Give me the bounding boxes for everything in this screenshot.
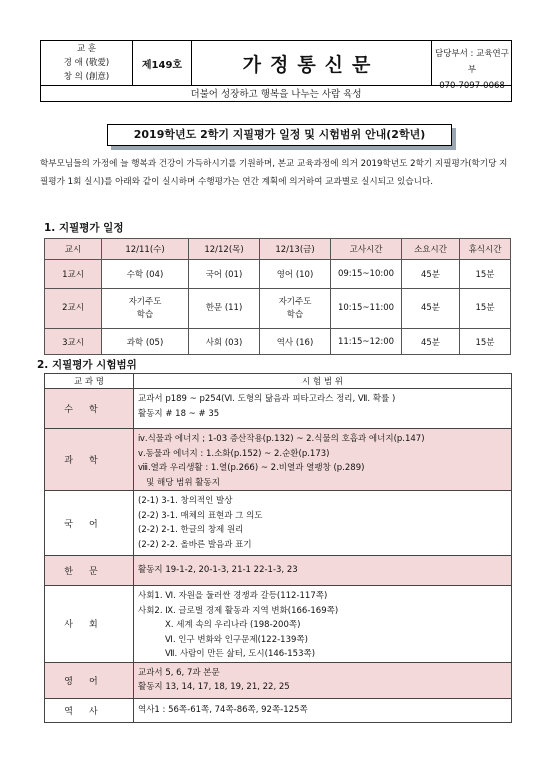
table-cell: 09:15~10:00 (331, 260, 402, 289)
table-cell: 자기주도 학습 (260, 289, 331, 329)
table-cell: 역사 (16) (260, 329, 331, 355)
range-line: 교과서 p189 ~ p254(Ⅵ. 도형의 닮음과 피타고라스 정리, Ⅶ. 확률 ) (138, 394, 396, 404)
table-row (45, 586, 512, 663)
subject-cell: 사회 (45, 586, 134, 663)
header-cell: 교 과 명 (45, 374, 134, 389)
range-cell (134, 698, 512, 722)
table-cell: 자기주도 학습 (102, 289, 189, 329)
school-motto (41, 41, 133, 85)
exam-range-table (44, 373, 512, 723)
exam-schedule-table (44, 238, 511, 355)
range-cell (134, 491, 512, 556)
notice-banner: 2019학년도 2학기 지필평가 일정 및 시험범위 안내(2학년) (107, 124, 452, 146)
subject-cell: 과학 (45, 429, 134, 491)
table-cell: 15분 (460, 289, 511, 329)
header-cell: 12/13(금) (260, 239, 331, 260)
table-cell: 45분 (402, 289, 460, 329)
table-cell: 수학 (04) (102, 260, 189, 289)
header-cell: 12/12(목) (189, 239, 260, 260)
header-cell: 고사시간 (331, 239, 402, 260)
subject-cell: 국어 (45, 491, 134, 556)
range-line: 사회2. Ⅸ. 글로벌 경제 활동과 지역 변화(166-169쪽) (138, 605, 339, 616)
table-row (45, 491, 512, 556)
period-cell: 2교시 (45, 289, 102, 329)
table-row (45, 289, 511, 329)
header-cell: 휴식시간 (460, 239, 511, 260)
period-cell: 3교시 (45, 329, 102, 355)
motto-line: 경 애 (敬愛) (63, 58, 110, 68)
intro-paragraph: 학부모님들의 가정에 늘 행복과 건강이 가득하시기를 기원하며, 본교 교육과정에 의거 2019학년도 2학기 지필평가(학기당 지필평가 1회 실시)를 아래와 같이 실시하며 수행평가는 연간 계획에 의거하여 교과별로 실시되고 있습니다. (40, 159, 508, 187)
department: 담당부서 : 교육연구부 (435, 49, 509, 75)
table-cell: 10:15~11:00 (331, 289, 402, 329)
subject-cell: 영어 (45, 662, 134, 698)
table-cell: 국어 (01) (189, 260, 260, 289)
range-cell (134, 586, 512, 663)
range-line: (2-2) 2-1. 한글의 창제 원리 (138, 525, 244, 535)
range-line: 활동지 # 18 ~ # 35 (138, 408, 220, 419)
table-row (45, 662, 512, 698)
range-cell (134, 662, 512, 698)
section-title-schedule: 1. 지필평가 일정 (44, 222, 124, 234)
header-cell: 소요시간 (402, 239, 460, 260)
range-line: ⅴ.동물과 에너지 : 1.소화(p.152) ~ 2.순환(p.173) (138, 448, 330, 459)
table-row (45, 698, 512, 722)
range-line: 역사1 : 56쪽-61쪽, 74쪽-86쪽, 92쪽-125쪽 (138, 704, 308, 715)
phone-number: 070-7097-0068 (439, 81, 505, 91)
newsletter-header (40, 40, 512, 102)
table-row (45, 429, 512, 491)
range-cell (134, 556, 512, 586)
table-cell: 15분 (460, 260, 511, 289)
range-line: Ⅵ. 인구 변화와 인구문제(122-139쪽) (138, 634, 308, 645)
motto-line: 교 훈 (76, 44, 97, 54)
range-line: 교과서 5, 6, 7과 본문 (138, 667, 220, 678)
school-slogan: 더불어 성장하고 행복을 나누는 사람 육성 (41, 85, 511, 103)
table-cell: 15분 (460, 329, 511, 355)
table-cell: 사회 (03) (189, 329, 260, 355)
period-cell: 1교시 (45, 260, 102, 289)
header-cell: 시 험 범 위 (134, 374, 512, 389)
table-row (45, 260, 511, 289)
table-row (45, 556, 512, 586)
range-line: 및 해당 범위 활동지 (138, 477, 220, 488)
range-line: 활동지 19-1-2, 20-1-3, 21-1 22-1-3, 23 (138, 565, 298, 576)
table-header-row (45, 374, 512, 389)
section-title-range: 2. 지필평가 시험범위 (37, 359, 137, 371)
range-line: ⅳ.식물과 에너지 ; 1-03 증산작용(p.132) ~ 2.식물의 호흡과 에너지(p.147) (138, 434, 425, 444)
subject-cell: 역사 (45, 698, 134, 722)
header-cell: 12/11(수) (102, 239, 189, 260)
range-line: (2-2) 2-2. 올바른 발음과 표기 (138, 539, 252, 550)
range-line: 활동지 13, 14, 17, 18, 19, 21, 22, 25 (138, 682, 290, 692)
header-cell: 교시 (45, 239, 102, 260)
issue-number: 제149호 (133, 41, 192, 85)
motto-line: 창 의 (創意) (63, 72, 110, 82)
table-row (45, 329, 511, 355)
range-line: (2-1) 3-1. 창의적인 발상 (138, 496, 233, 506)
table-cell: 영어 (10) (260, 260, 331, 289)
range-cell (134, 389, 512, 429)
range-line: 사회1. Ⅵ. 자원을 둘러싼 경쟁과 갈등(112-117쪽) (138, 591, 328, 601)
range-line: (2-2) 3-1. 매체의 표현과 그 의도 (138, 510, 263, 521)
table-cell: 45분 (402, 260, 460, 289)
table-cell: 한문 (11) (189, 289, 260, 329)
table-cell: 11:15~12:00 (331, 329, 402, 355)
table-cell: 45분 (402, 329, 460, 355)
range-cell (134, 429, 512, 491)
range-line: ⅷ.열과 우리생활 : 1.열(p.266) ~ 2.비열과 열팽창 (p.289) (138, 463, 365, 473)
range-line: Ⅶ. 사람이 만든 삶터, 도시(146-153쪽) (138, 649, 316, 659)
table-row (45, 389, 512, 429)
table-cell: 과학 (05) (102, 329, 189, 355)
subject-cell: 수학 (45, 389, 134, 429)
range-line: Ⅹ. 세계 속의 우리나라 (198-200쪽) (138, 620, 301, 630)
subject-cell: 한문 (45, 556, 134, 586)
newsletter-title: 가정통신문 (191, 41, 432, 85)
table-header-row (45, 239, 511, 260)
